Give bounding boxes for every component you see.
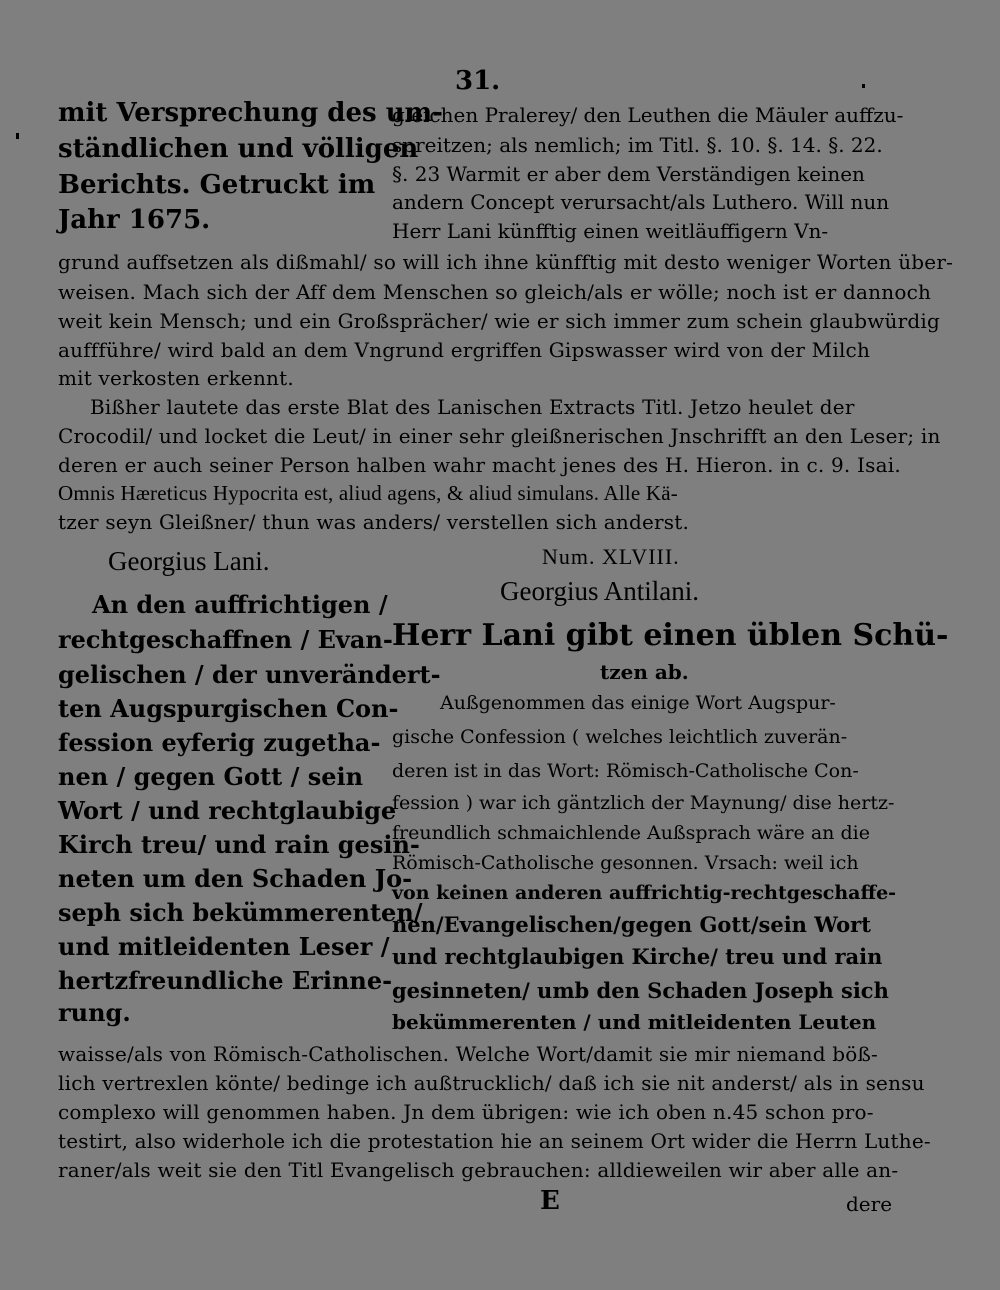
left-column-line: und mitleidenten Leser / [58,932,390,961]
text-line: deren er auch seiner Person halben wahr macht jenes des H. Hieron. in c. 9. Isai. [58,453,901,477]
left-column-line: ten Augspurgischen Con- [58,694,399,723]
page-number: 31. [455,66,501,96]
text-line: mit verkosten erkennt. [58,366,294,390]
left-column-line: Kirch treu/ und rain gesin- [58,830,420,859]
text-line: Crocodil/ und locket die Leut/ in einer sehr gleißnerischen Jnschrifft an den Leser; in [58,424,941,448]
text-line: Bißher lautete das erste Blat des Lanischen Extracts Titl. Jetzo heulet der [90,395,855,419]
left-column-line: An den auffrichtigen / [92,590,388,619]
heading-line-4: Jahr 1675. [58,205,211,235]
right-column-line: und rechtglaubigen Kirche/ treu und rain [392,944,883,969]
text-line: grund auffsetzen als dißmahl/ so will ich ihne künfftig mit desto weniger Worten über- [58,250,954,274]
left-column-line: gelischen / der unverändert- [58,660,441,689]
right-column-line: gesinneten/ umb den Schaden Joseph sich [392,978,889,1003]
left-column-line: rung. [58,998,131,1027]
text-line: tzer seyn Gleißner/ thun was anders/ verstellen sich anderst. [58,510,690,534]
text-line: §. 23 Warmit er aber dem Verständigen keinen [392,162,865,186]
text-line: complexo will genommen haben. Jn dem übrigen: wie ich oben n.45 schon pro- [58,1100,874,1124]
right-column-line: deren ist in das Wort: Römisch-Catholische Con- [392,760,859,782]
heading-line-3: Berichts. Getruckt im [58,170,376,200]
right-column-line: nen/Evangelischen/gegen Gott/sein Wort [392,912,871,937]
text-line: waisse/als von Römisch-Catholischen. Welche Wort/damit sie mir niemand böß- [58,1042,879,1066]
signature-mark: E [540,1186,560,1216]
right-column-line: freundlich schmaichlende Außsprach wäre an die [392,822,870,844]
text-line: andern Concept verursacht/als Luthero. Will nun [392,190,890,214]
text-line: weisen. Mach sich der Aff dem Menschen so gleich/als er wölle; noch ist er dannoch [58,280,932,304]
text-line: testirt, also widerhole ich die protestation hie an seinem Ort wider die Herrn Luthe- [58,1129,931,1153]
right-column-line: Römisch-Catholische gesonnen. Vrsach: weil ich [392,852,859,874]
left-column-title: Georgius Lani. [108,546,270,576]
text-line: auffführe/ wird bald an dem Vngrund ergriffen Gipswasser wird von der Milch [58,338,871,362]
left-column-line: hertzfreundliche Erinne- [58,966,393,995]
right-column-title: Georgius Antilani. [500,576,699,606]
text-line: spreitzen; als nemlich; im Titl. §. 10. §. 14. §. 22. [392,133,883,157]
text-line: Herr Lani künfftig einen weitläuffigern Vn- [392,219,829,243]
right-column-line: Außgenommen das einige Wort Augspur- [440,692,836,714]
left-column-line: Wort / und rechtglaubige [58,796,397,825]
text-line: raner/als weit sie den Titl Evangelisch gebrauchen: alldieweilen wir aber alle an- [58,1158,899,1182]
right-column-heading: Herr Lani gibt einen üblen Schü- [392,618,949,653]
right-column-line: fession ) war ich gäntzlich der Maynung/ dise hertz- [392,792,895,814]
right-column-line: bekümmerenten / und mitleidenten Leuten [392,1010,877,1034]
left-column-line: neten um den Schaden Jo- [58,864,413,893]
left-column-line: fession eyferig zugetha- [58,728,381,757]
right-column-heading: tzen ab. [600,660,689,684]
heading-line-1: mit Versprechung des um- [58,98,443,128]
left-column-line: nen / gegen Gott / sein [58,762,364,791]
right-column-line: gische Confession ( welches leichtlich zuverän- [392,726,848,748]
text-line: gleichen Pralerey/ den Leuthen die Mäuler auffzu- [392,103,904,127]
scan-speck [16,133,19,139]
left-column-line: rechtgeschaffnen / Evan- [58,625,393,654]
right-column-line: von keinen anderen auffrichtig-rechtgeschaffe- [392,882,897,904]
text-line: lich vertrexlen könte/ bedinge ich außtrucklich/ daß ich sie nit anderst/ als in sensu [58,1071,925,1095]
catchword: dere [846,1192,893,1216]
heading-line-2: ständlichen und völligen [58,134,419,164]
text-line: weit kein Mensch; und ein Großsprächer/ wie er sich immer zum schein glaubwürdig [58,309,940,333]
text-line: Omnis Hæreticus Hypocrita est, aliud agens, & aliud simulans. Alle Kä- [58,481,678,505]
left-column-line: seph sich bekümmerenten/ [58,898,423,927]
section-number: Num. XLVIII. [542,544,680,569]
scan-speck [862,84,865,88]
